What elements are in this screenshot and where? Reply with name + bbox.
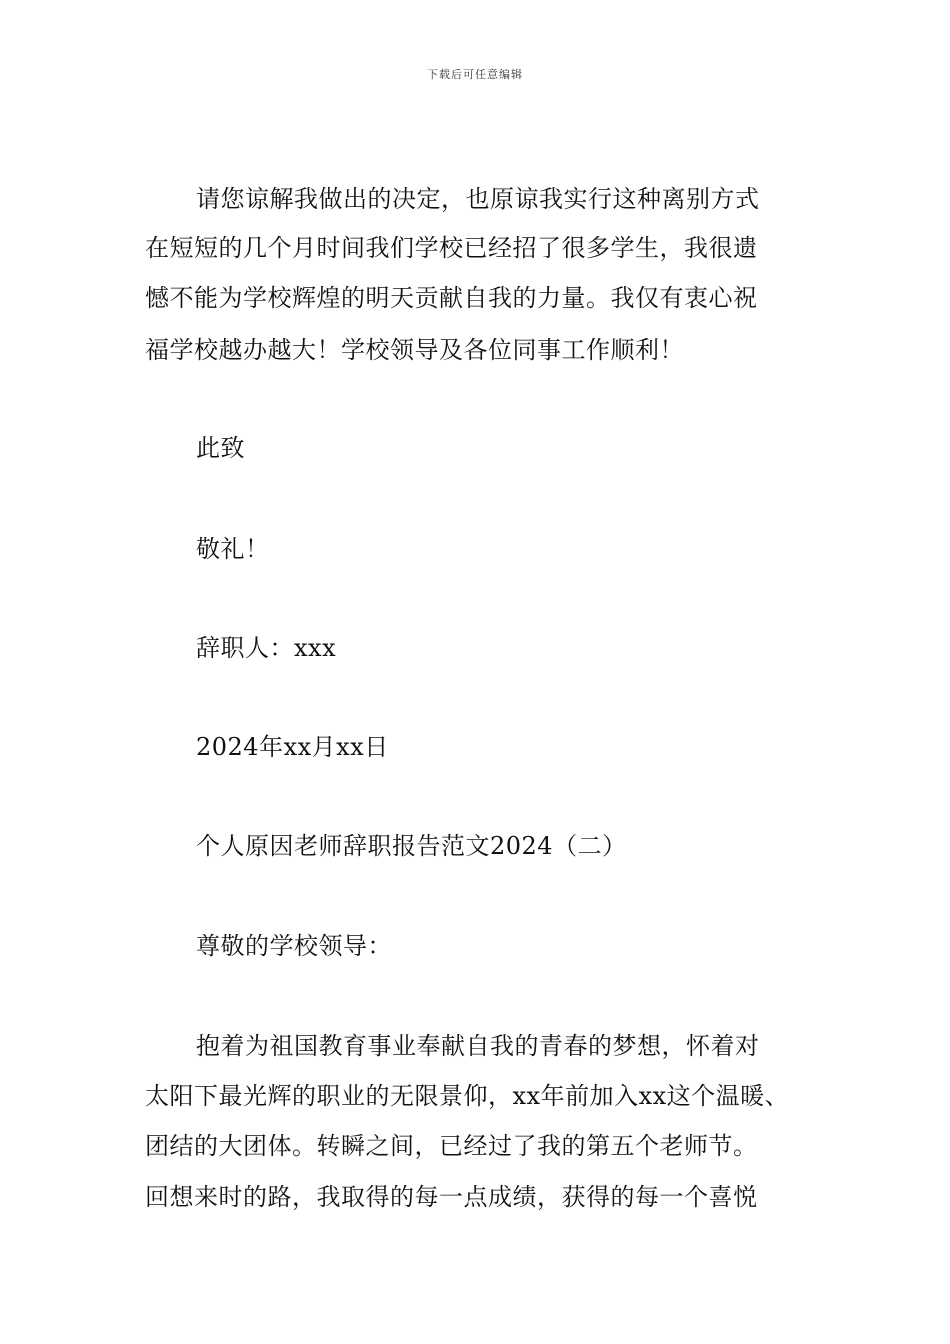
page-header: 下载后可任意编辑 bbox=[427, 68, 523, 81]
signature-date: 2024年xx月xx日 bbox=[196, 733, 389, 761]
section-title: 个人原因老师辞职报告范文2024（二） bbox=[196, 832, 627, 860]
paragraph-line: 福学校越办越大！学校领导及各位同事工作顺利！ bbox=[145, 336, 684, 364]
paragraph-line: 在短短的几个月时间我们学校已经招了很多学生，我很遗 bbox=[145, 234, 758, 262]
paragraph-line: 团结的大团体。转瞬之间，已经过了我的第五个老师节。 bbox=[145, 1132, 758, 1160]
paragraph-line: 太阳下最光辉的职业的无限景仰，xx年前加入xx这个温暖、 bbox=[145, 1082, 790, 1110]
closing-line-1: 此致 bbox=[196, 434, 245, 462]
closing-line-2: 敬礼！ bbox=[196, 535, 270, 563]
salutation: 尊敬的学校领导： bbox=[196, 932, 392, 960]
paragraph-line: 抱着为祖国教育事业奉献自我的青春的梦想，怀着对 bbox=[196, 1032, 760, 1060]
paragraph-line: 回想来时的路，我取得的每一点成绩，获得的每一个喜悦 bbox=[145, 1183, 758, 1211]
paragraph-line: 请您谅解我做出的决定，也原谅我实行这种离别方式 bbox=[196, 185, 760, 213]
paragraph-line: 憾不能为学校辉煌的明天贡献自我的力量。我仅有衷心祝 bbox=[145, 284, 758, 312]
resigner-signature: 辞职人：xxx bbox=[196, 634, 337, 662]
